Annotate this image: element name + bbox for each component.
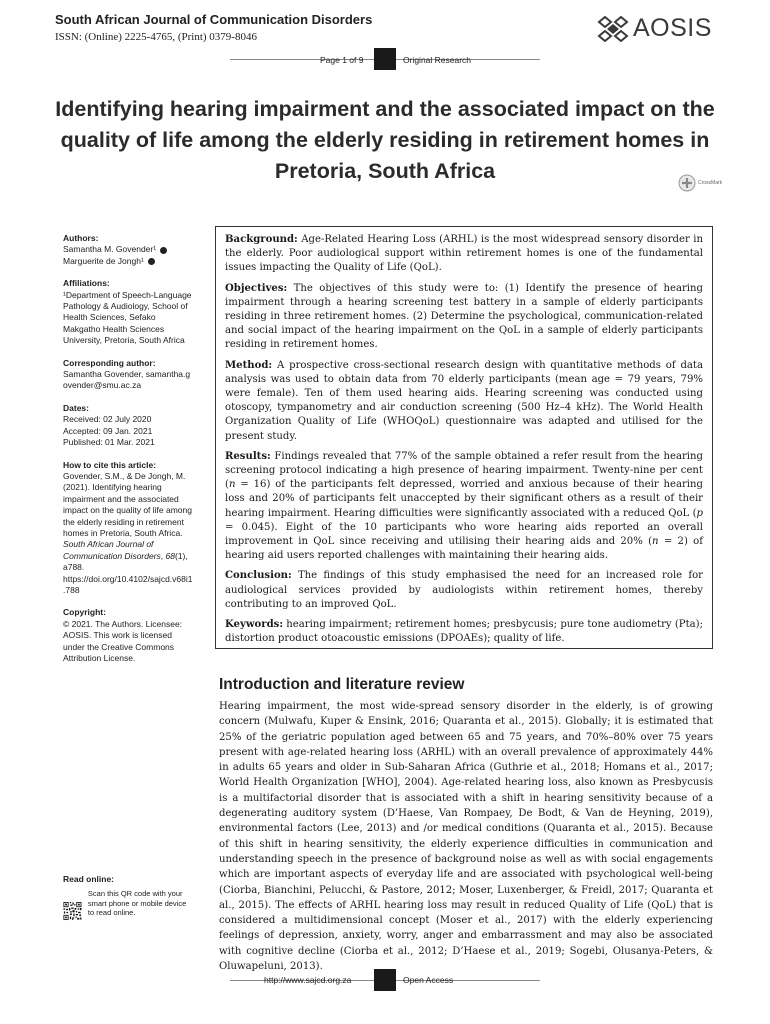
date-accepted: Accepted: 09 Jan. 2021: [63, 425, 153, 436]
dates-heading: Dates:: [63, 402, 89, 413]
corresponding-heading: Corresponding author:: [63, 357, 156, 368]
abstract-italic: p: [696, 507, 703, 519]
abstract-text: Findings revealed that 77% of the sample obtained a refer result from the hearing screening protocol indicating a high presence of hearing impairment. Twenty-nine per cent (: [225, 450, 703, 491]
orcid-icon[interactable]: [148, 258, 155, 265]
abstract-text: A prospective cross-sectional research design with quantitative methods of data analysis was used to obtain data from 70 elderly participants (mean age = 79 years, 79% were female). Ten of them used hearing aids. Hearing screening was conducted using otoscopy, tympanometry and air conduction screening (500 Hz–4 kHz). The World Health Organization Quality of Life (WHOQoL) questionnaire was adapted and utilised for the present study.: [225, 359, 703, 442]
affiliations-block: [63, 278, 193, 346]
author-item: [63, 256, 193, 267]
journal-name: South African Journal of Communication Disorders: [55, 12, 373, 27]
qr-code-icon[interactable]: [63, 889, 82, 933]
crossmark-badge[interactable]: [678, 174, 722, 192]
footer-url-link[interactable]: http://www.sajcd.org.za: [264, 975, 352, 985]
page-label: Page 1 of 9: [320, 55, 364, 65]
abstract-keywords: [225, 618, 703, 646]
crossmark-icon: [678, 174, 696, 192]
citation-journal: South African Journal of Communication Disorders: [63, 539, 161, 561]
corresponding-text[interactable]: Samantha Govender, samantha.govender@smu.ac.za: [63, 369, 191, 391]
abstract-italic: n: [652, 536, 659, 548]
affiliations-text: ¹Department of Speech-Language Pathology & Audiology, School of Health Sciences, Sefako Makgatho Health Sciences University, Pretoria, South Africa: [63, 289, 192, 346]
orcid-icon[interactable]: [160, 247, 167, 254]
cite-block: [63, 460, 193, 597]
date-received: Received: 02 July 2020: [63, 414, 152, 425]
dates-block: [63, 403, 193, 449]
intro-paragraph: Hearing impairment, the most wide-spread sensory disorder in the elderly, is of growing concern (Mulwafu, Kuper & Ensink, 2016; Quaranta et al., 2015). Globally; it is estimated that 25% of the geriatric population aged between 65 and 75 years, and 70%–80% over 75 years present with age-related hearing loss (ARHL) with an overall prevalence of approximately 44% in adults 65 years and older in Sub-Saharan Africa (Guthrie et al., 2018; Homans et al., 2017; World Health Organization [WHO], 2004). Age-related hearing loss, also known as Presbycusis is a multifactorial disorder that is associated with a shift in hearing sensitivity because of a degenerating auditory system (D’Haese, Van Rompaey, De Bodt, & Van de Heyning, 2019), environmental factors (Lee, 2013) and /or medical conditions (Quaranta et al., 2015). Because of this shift in hearing sensitivity, the elderly experience difficulties in communication and understanding speech in the presence of background noise as well as with social engagements which are important aspects of everyday life and are associated with psychological well-being (Ciorba, Bianchini, Pelucchi, & Pastore, 2012; Moser, Luxenberger, & Freidl, 2017; Quaranta et al., 2015). The effects of ARHL hearing loss may result in reduced Quality of Life (QoL) that is considered a multidimensional concept (Moser et al., 2017) with the elderly experiencing feelings of depression, anxiety, worry, anger and embarrassment and may also be associated with cognitive decline (Ciorba et al., 2012; D’Haese et al., 2019; Sogebi, Olusanya-Peters, & Oluwapeluni, 2013).: [219, 701, 713, 973]
top-bar-square: [374, 48, 396, 70]
abstract-italic: n: [228, 479, 236, 491]
citation-part: (1), a788. https://doi.org/10.4102/sajcd.v68i1.788: [63, 550, 193, 595]
abstract-label: Results:: [225, 450, 271, 462]
logo-wordmark: AOSIS: [633, 14, 712, 42]
abstract-text: The findings of this study emphasised the need for an increased role for audiological services provided by audiologists within retirement homes, thereby contributing to an improved QoL.: [225, 570, 703, 610]
section-heading: Introduction and literature review: [219, 676, 465, 693]
cite-heading: How to cite this article:: [63, 459, 157, 470]
copyright-text: © 2021. The Authors. Licensee: AOSIS. This work is licensed under the Creative Commons Attribution License.: [63, 618, 183, 663]
abstract-label: Method:: [225, 359, 273, 371]
abstract-method: [225, 359, 703, 444]
publisher-logo: [597, 14, 712, 43]
abstract-text: = 16) of the participants felt depressed, worried and anxious because of their hearing loss and 20% of participants felt unaccepted by their significant others as a result of their hearing impairment. Hearing difficulties were significantly associated with a reduced QoL (: [225, 479, 703, 519]
article-sidebar: [63, 233, 193, 675]
abstract-text: The objectives of this study were to: (1) Identify the presence of hearing impairment through a hearing screening test battery in a sample of elderly participants residing in three retirement homes. (2) Determine the psychological, communication-related and social impact of the hearing impairment on the QoL in a sample of elderly participants residing in retirement homes.: [225, 282, 703, 351]
read-online-block: [63, 874, 193, 933]
aosis-logo-icon: [597, 16, 629, 42]
abstract-label: Background:: [225, 234, 298, 245]
copyright-block: [63, 607, 193, 664]
abstract-label: Objectives:: [225, 282, 288, 294]
author-name: Samantha M. Govender¹: [63, 244, 157, 255]
abstract-results: [225, 450, 703, 564]
article-type: Original Research: [403, 55, 472, 65]
copyright-heading: Copyright:: [63, 607, 106, 618]
footer-access-label: Open Access: [403, 975, 454, 985]
abstract-background: [225, 233, 703, 276]
affiliations-heading: Affiliations:: [63, 278, 110, 289]
abstract-text: Age-Related Hearing Loss (ARHL) is the most widespread sensory disorder in the elderly. Poor audiological support within retirement homes is one of the fundamental issues impacting the Quality of Life (QoL).: [225, 234, 703, 274]
author-item: [63, 244, 193, 255]
authors-block: [63, 233, 193, 267]
author-name: Marguerite de Jongh¹: [63, 255, 144, 266]
footer-square: [374, 969, 396, 991]
corresponding-block: [63, 358, 193, 392]
citation-text[interactable]: [63, 471, 193, 596]
abstract-text: hearing impairment; retirement homes; presbycusis; pure tone audiometry (Pta); distortion product otoacoustic emissions (DPOAEs); quality of life.: [225, 619, 703, 645]
issn: ISSN: (Online) 2225-4765, (Print) 0379-8046: [55, 31, 257, 43]
abstract-conclusion: [225, 569, 703, 612]
abstract-label: Keywords:: [225, 619, 284, 631]
date-published: Published: 01 Mar. 2021: [63, 437, 155, 448]
abstract-label: Conclusion:: [225, 570, 292, 582]
read-online-heading: Read online:: [63, 874, 115, 884]
crossmark-label: CrossMark: [698, 180, 723, 186]
abstract-text: = 0.045). Eight of the 10 participants who wore hearing aids reported an overall improvement in QoL since receiving and utilising their hearing aids and 20% (: [225, 521, 703, 548]
authors-heading: Authors:: [63, 233, 99, 243]
citation-part: Govender, S.M., & De Jongh, M. (2021). Identifying hearing impairment and the associated impact on the quality of life among the elderly residing in retirement homes in Pretoria, South Africa.: [63, 470, 192, 538]
abstract-text: = 2) of hearing aid users reported challenges with maintaining their hearing aids.: [225, 536, 703, 562]
citation-volume: 68: [165, 550, 175, 561]
qr-wrap: [63, 889, 193, 933]
article-title: Identifying hearing impairment and the associated impact on the quality of life among the elderly residing in retirement homes in Pretoria, South Africa: [55, 97, 715, 183]
qr-instructions: Scan this QR code with your smart phone or mobile device to read online.: [87, 889, 187, 917]
citation-part: ,: [160, 550, 166, 561]
abstract-objectives: [225, 282, 703, 353]
abstract-box: [215, 226, 713, 649]
